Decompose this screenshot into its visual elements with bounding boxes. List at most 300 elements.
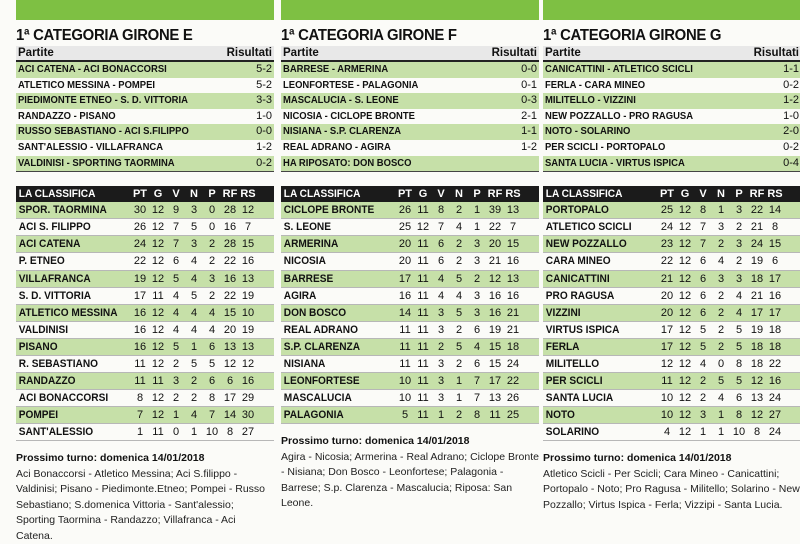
stat-cell: 8 [226, 426, 234, 439]
stat-cell: 3 [437, 358, 445, 370]
stat-cell: 17 [488, 375, 502, 388]
team-name: ATLETICO MESSINA [18, 306, 118, 319]
stat-cell: 19 [488, 323, 502, 336]
result-row [281, 124, 539, 140]
standings-row [281, 288, 539, 305]
standings-col-header: RF [487, 188, 503, 201]
stat-cell: 26 [133, 221, 147, 234]
result-row [281, 156, 539, 172]
stat-cell: 12 [151, 204, 165, 217]
stat-cell: 12 [678, 375, 692, 388]
standings-title: LA CLASSIFICA [283, 188, 361, 201]
standings-header [281, 186, 539, 202]
stat-cell: 18 [750, 340, 764, 353]
stat-cell: 29 [241, 392, 255, 405]
stat-cell: 19 [133, 272, 147, 285]
stat-cell: 3 [437, 306, 445, 319]
stat-cell: 28 [223, 204, 237, 217]
stat-cell: 6 [699, 255, 707, 268]
stat-cell: 12 [678, 426, 692, 439]
stat-cell: 4 [663, 426, 671, 439]
stat-cell: 10 [398, 392, 412, 405]
stat-cell: 12 [241, 358, 255, 370]
stat-cell: 2 [717, 289, 725, 302]
stat-cell: 3 [473, 238, 481, 251]
standings-header [543, 186, 800, 202]
stat-cell: 12 [678, 255, 692, 268]
result-row [281, 109, 539, 125]
stat-cell: 30 [133, 204, 147, 217]
stat-cell: 2 [473, 272, 481, 285]
group-title: 1ª CATEGORIA GIRONE F [281, 27, 457, 44]
stat-cell: 2 [455, 255, 463, 268]
match-name: NISIANA - S.P. CLARENZA [283, 125, 402, 138]
next-round-heading: Prossimo turno: domenica 14/01/2018 [281, 435, 470, 448]
group-g-column [543, 0, 800, 513]
standings-row [16, 339, 274, 356]
stat-cell: 5 [455, 340, 463, 353]
standings-col-header: P [735, 188, 743, 201]
standings-row [543, 236, 800, 253]
team-name: DON BOSCO [283, 306, 347, 319]
standings-col-header: RS [767, 188, 783, 201]
stat-cell: 12 [678, 289, 692, 302]
match-score: 0-0 [256, 125, 272, 138]
result-row [16, 109, 274, 125]
stat-cell: 16 [241, 375, 255, 388]
team-name: BARRESE [283, 272, 334, 285]
stat-cell: 26 [398, 204, 412, 217]
stat-cell: 18 [750, 358, 764, 370]
stat-cell: 4 [190, 409, 198, 422]
match-name: VALDINISI - SPORTING TAORMINA [18, 156, 175, 169]
stat-cell: 20 [488, 238, 502, 251]
standings-row [16, 356, 274, 373]
stat-cell: 16 [398, 289, 412, 302]
result-row [281, 78, 539, 94]
team-name: VIZZINI [545, 306, 581, 319]
stat-cell: 12 [151, 272, 165, 285]
results-list [16, 62, 274, 172]
result-row [543, 124, 800, 140]
stat-cell: 11 [152, 375, 164, 388]
stat-cell: 12 [151, 238, 165, 251]
standings-row [281, 236, 539, 253]
stat-cell: 1 [473, 221, 481, 234]
results-header-label: Risultati [226, 47, 272, 59]
stat-cell: 3 [190, 204, 198, 217]
stat-cell: 30 [241, 409, 255, 422]
stat-cell: 39 [488, 204, 502, 217]
stat-cell: 1 [455, 392, 463, 405]
team-name: ATLETICO SCICLI [545, 221, 632, 234]
team-name: S. D. VITTORIA [18, 289, 92, 302]
stat-cell: 6 [473, 358, 481, 370]
stat-cell: 16 [768, 289, 782, 302]
stat-cell: 24 [768, 426, 782, 439]
stat-cell: 11 [417, 306, 429, 319]
standings-row [281, 322, 539, 339]
stat-cell: 21 [660, 272, 674, 285]
standings-body [281, 202, 539, 424]
stat-cell: 2 [717, 306, 725, 319]
stat-cell: 12 [678, 238, 692, 251]
standings-col-header: P [208, 188, 216, 201]
stat-cell: 11 [417, 289, 429, 302]
stat-cell: 12 [151, 221, 165, 234]
team-name: S. LEONE [283, 221, 331, 234]
result-row [281, 93, 539, 109]
stat-cell: 20 [660, 306, 674, 319]
stat-cell: 3 [473, 289, 481, 302]
standings-col-header: RS [240, 188, 256, 201]
standings-row [16, 236, 274, 253]
stat-cell: 24 [768, 392, 782, 405]
team-name: SOLARINO [545, 426, 600, 439]
stat-cell: 2 [208, 238, 216, 251]
stat-cell: 19 [750, 323, 764, 336]
match-score: 0-4 [783, 156, 799, 169]
team-name: VIRTUS ISPICA [545, 323, 620, 336]
stat-cell: 6 [699, 272, 707, 285]
stat-cell: 12 [678, 323, 692, 336]
stat-cell: 7 [473, 392, 481, 405]
stat-cell: 12 [151, 392, 165, 405]
stat-cell: 11 [417, 409, 429, 422]
stat-cell: 0 [717, 358, 725, 370]
team-name: NICOSIA [283, 255, 326, 268]
stat-cell: 7 [172, 238, 180, 251]
stat-cell: 4 [208, 323, 216, 336]
stat-cell: 6 [172, 255, 180, 268]
result-row [281, 140, 539, 156]
stat-cell: 1 [717, 409, 725, 422]
standings-col-header: V [437, 188, 445, 201]
stat-cell: 17 [133, 289, 147, 302]
stat-cell: 2 [172, 392, 180, 405]
results-header-label: Risultati [491, 47, 537, 59]
stat-cell: 6 [771, 255, 779, 268]
standings-row [543, 390, 800, 407]
stat-cell: 23 [660, 238, 674, 251]
team-name: R. SEBASTIANO [18, 358, 99, 370]
match-score: 1-1 [521, 125, 537, 138]
stat-cell: 4 [699, 358, 707, 370]
stat-cell: 7 [509, 221, 517, 234]
standings-title: LA CLASSIFICA [18, 188, 96, 201]
stat-cell: 24 [133, 238, 147, 251]
green-header-bar [281, 0, 539, 20]
standings-col-header: V [699, 188, 707, 201]
stat-cell: 2 [172, 358, 180, 370]
match-name: CANICATTINI - ATLETICO SCICLI [545, 63, 693, 75]
standings-col-header: N [455, 188, 463, 201]
standings-col-header: G [153, 188, 163, 201]
stat-cell: 17 [660, 340, 674, 353]
stat-cell: 12 [488, 272, 502, 285]
stat-cell: 10 [241, 306, 255, 319]
stat-cell: 20 [398, 238, 412, 251]
standings-row [543, 219, 800, 236]
standings-row [281, 339, 539, 356]
match-score: 0-2 [783, 140, 799, 153]
stat-cell: 3 [473, 255, 481, 268]
stat-cell: 8 [699, 204, 707, 217]
match-name: MASCALUCIA - S. LEONE [283, 94, 399, 107]
stat-cell: 13 [506, 272, 520, 285]
stat-cell: 5 [190, 289, 198, 302]
stat-cell: 2 [455, 238, 463, 251]
stat-cell: 6 [226, 375, 234, 388]
stat-cell: 5 [172, 340, 180, 353]
stat-cell: 4 [190, 272, 198, 285]
stat-cell: 11 [417, 340, 429, 353]
stat-cell: 18 [750, 272, 764, 285]
standings-table [281, 186, 539, 424]
stat-cell: 8 [753, 426, 761, 439]
team-name: PRO RAGUSA [545, 289, 615, 302]
stat-cell: 8 [437, 204, 445, 217]
stat-cell: 17 [750, 306, 764, 319]
stat-cell: 13 [241, 272, 255, 285]
match-score: 0-0 [521, 63, 537, 75]
stat-cell: 1 [190, 340, 198, 353]
result-row [543, 156, 800, 172]
stat-cell: 22 [750, 204, 764, 217]
stat-cell: 5 [208, 358, 216, 370]
stat-cell: 1 [455, 375, 463, 388]
stat-cell: 13 [506, 204, 520, 217]
stat-cell: 12 [151, 306, 165, 319]
stat-cell: 11 [399, 340, 411, 353]
stat-cell: 11 [134, 358, 146, 370]
stat-cell: 11 [417, 204, 429, 217]
stat-cell: 8 [208, 392, 216, 405]
match-score: 1-1 [783, 63, 799, 75]
match-score: 2-0 [783, 125, 799, 138]
stat-cell: 2 [190, 392, 198, 405]
stat-cell: 7 [437, 221, 445, 234]
match-name: PER SCICLI - PORTOPALO [545, 140, 666, 153]
stat-cell: 4 [437, 272, 445, 285]
match-score: 3-3 [256, 94, 272, 107]
stat-cell: 2 [455, 409, 463, 422]
match-score: 1-2 [521, 140, 537, 153]
stat-cell: 2 [717, 238, 725, 251]
result-row [543, 109, 800, 125]
stat-cell: 21 [488, 255, 502, 268]
stat-cell: 7 [699, 238, 707, 251]
stat-cell: 12 [151, 409, 165, 422]
standings-row [281, 202, 539, 219]
stat-cell: 3 [735, 272, 743, 285]
stat-cell: 28 [223, 238, 237, 251]
team-name: NISIANA [283, 358, 326, 370]
match-score: 0-3 [521, 94, 537, 107]
team-name: REAL ADRANO [283, 323, 358, 336]
stat-cell: 2 [455, 204, 463, 217]
stat-cell: 12 [678, 340, 692, 353]
stat-cell: 21 [506, 306, 520, 319]
stat-cell: 24 [506, 358, 520, 370]
stat-cell: 22 [488, 221, 502, 234]
stat-cell: 12 [241, 204, 255, 217]
stat-cell: 2 [717, 323, 725, 336]
match-score: 1-2 [783, 94, 799, 107]
stat-cell: 10 [398, 375, 412, 388]
group-e-column [16, 0, 274, 544]
stat-cell: 5 [699, 323, 707, 336]
stat-cell: 3 [717, 221, 725, 234]
match-name: RANDAZZO - PISANO [18, 109, 116, 122]
matches-header: Partite [545, 47, 581, 59]
stat-cell: 13 [241, 340, 255, 353]
next-round-fixtures: Atletico Scicli - Per Scicli; Cara Mineo - Canicattini; Portopalo - Noto; Pro Ragusa - Militello; Solarino - New Pozzallo; Virtus Ispica - Ferla; Vizzipi - Santa Lucia. [543, 467, 800, 511]
stat-cell: 13 [488, 392, 502, 405]
stat-cell: 16 [223, 221, 237, 234]
stat-cell: 16 [241, 255, 255, 268]
match-name: NICOSIA - CICLOPE BRONTE [283, 109, 415, 122]
stat-cell: 3 [172, 375, 180, 388]
standings-row [281, 253, 539, 270]
stat-cell: 11 [417, 323, 429, 336]
matches-header: Partite [18, 47, 54, 59]
match-name: MILITELLO - VIZZINI [545, 94, 636, 107]
stat-cell: 2 [208, 289, 216, 302]
match-score: 2-1 [521, 109, 537, 122]
stat-cell: 12 [151, 358, 165, 370]
stat-cell: 11 [399, 358, 411, 370]
standings-row [281, 219, 539, 236]
stat-cell: 11 [399, 323, 411, 336]
match-name: NOTO - SOLARINO [545, 125, 631, 138]
stat-cell: 15 [768, 238, 782, 251]
match-score: 0-1 [521, 78, 537, 91]
team-name: S.P. CLARENZA [283, 340, 361, 353]
match-name: ATLETICO MESSINA - POMPEI [18, 78, 156, 91]
stat-cell: 4 [172, 289, 180, 302]
stat-cell: 1 [190, 426, 198, 439]
stat-cell: 11 [417, 392, 429, 405]
stat-cell: 1 [172, 409, 180, 422]
stat-cell: 12 [678, 221, 692, 234]
stat-cell: 13 [223, 340, 237, 353]
stat-cell: 11 [417, 272, 429, 285]
stat-cell: 24 [750, 238, 764, 251]
match-name: NEW POZZALLO - PRO RAGUSA [545, 109, 694, 122]
standings-row [543, 322, 800, 339]
stat-cell: 15 [488, 358, 502, 370]
stat-cell: 10 [205, 426, 219, 439]
team-name: ACI CATENA [18, 238, 81, 251]
result-row [16, 78, 274, 94]
team-name: LEONFORTESE [283, 375, 360, 388]
team-name: ARMERINA [283, 238, 339, 251]
standings-row [16, 271, 274, 288]
result-row [543, 78, 800, 94]
standings-row [543, 424, 800, 441]
match-name: PIEDIMONTE ETNEO - S. D. VITTORIA [18, 94, 188, 107]
result-row [543, 62, 800, 78]
stat-cell: 4 [190, 306, 198, 319]
stat-cell: 26 [506, 392, 520, 405]
team-name: PER SCICLI [545, 375, 603, 388]
stat-cell: 16 [506, 289, 520, 302]
stat-cell: 3 [473, 306, 481, 319]
results-header [281, 46, 539, 62]
stat-cell: 24 [660, 221, 674, 234]
stat-cell: 8 [735, 358, 743, 370]
standings-col-header: PT [397, 188, 413, 201]
standings-col-header: N [190, 188, 198, 201]
stat-cell: 16 [768, 375, 782, 388]
stat-cell: 22 [133, 255, 147, 268]
team-name: RANDAZZO [18, 375, 76, 388]
team-name: P. ETNEO [18, 255, 65, 268]
stat-cell: 21 [750, 221, 764, 234]
stat-cell: 11 [134, 375, 146, 388]
stat-cell: 13 [750, 392, 764, 405]
standings-row [16, 305, 274, 322]
stat-cell: 18 [768, 340, 782, 353]
stat-cell: 8 [473, 409, 481, 422]
match-name: LEONFORTESE - PALAGONIA [283, 78, 419, 91]
stat-cell: 2 [208, 255, 216, 268]
stat-cell: 6 [437, 238, 445, 251]
standings-row [281, 373, 539, 390]
standings-row [543, 407, 800, 424]
team-name: CANICATTINI [545, 272, 610, 285]
result-row [16, 124, 274, 140]
standings-row [281, 271, 539, 288]
stat-cell: 12 [750, 375, 764, 388]
standings-row [16, 322, 274, 339]
stat-cell: 1 [136, 426, 144, 439]
standings-row [16, 407, 274, 424]
stat-cell: 6 [437, 255, 445, 268]
standings-row [543, 356, 800, 373]
match-name: SANTA LUCIA - VIRTUS ISPICA [545, 156, 685, 169]
standings-row [16, 202, 274, 219]
stat-cell: 2 [735, 255, 743, 268]
standings-title: LA CLASSIFICA [545, 188, 623, 201]
team-name: PISANO [18, 340, 58, 353]
stat-cell: 11 [417, 358, 429, 370]
next-round [281, 434, 539, 512]
next-round-fixtures: Aci Bonaccorsi - Atletico Messina; Aci S.filippo - Valdinisi; Pisano - Piedimonte.Etneo; Pompei - Russo Sebastiano; S.domenica Vittoria - Sant'alessio; Sporting Taormina - Randazzo; Villafranca - Aci Catena. [16, 467, 266, 542]
standings-col-header: PT [659, 188, 675, 201]
stat-cell: 3 [190, 238, 198, 251]
stat-cell: 12 [678, 204, 692, 217]
standings-col-header: V [172, 188, 180, 201]
stat-cell: 21 [750, 289, 764, 302]
standings-table [543, 186, 800, 441]
stat-cell: 12 [678, 358, 692, 370]
stat-cell: 3 [735, 204, 743, 217]
stat-cell: 11 [152, 426, 164, 439]
stat-cell: 25 [506, 409, 520, 422]
standings-row [16, 253, 274, 270]
stat-cell: 6 [473, 323, 481, 336]
stat-cell: 5 [190, 358, 198, 370]
results-header-label: Risultati [753, 47, 799, 59]
stat-cell: 17 [768, 272, 782, 285]
team-name: ACI S. FILIPPO [18, 221, 91, 234]
result-row [16, 156, 274, 172]
green-header-bar [16, 0, 274, 20]
result-row [543, 93, 800, 109]
stat-cell: 4 [172, 323, 180, 336]
